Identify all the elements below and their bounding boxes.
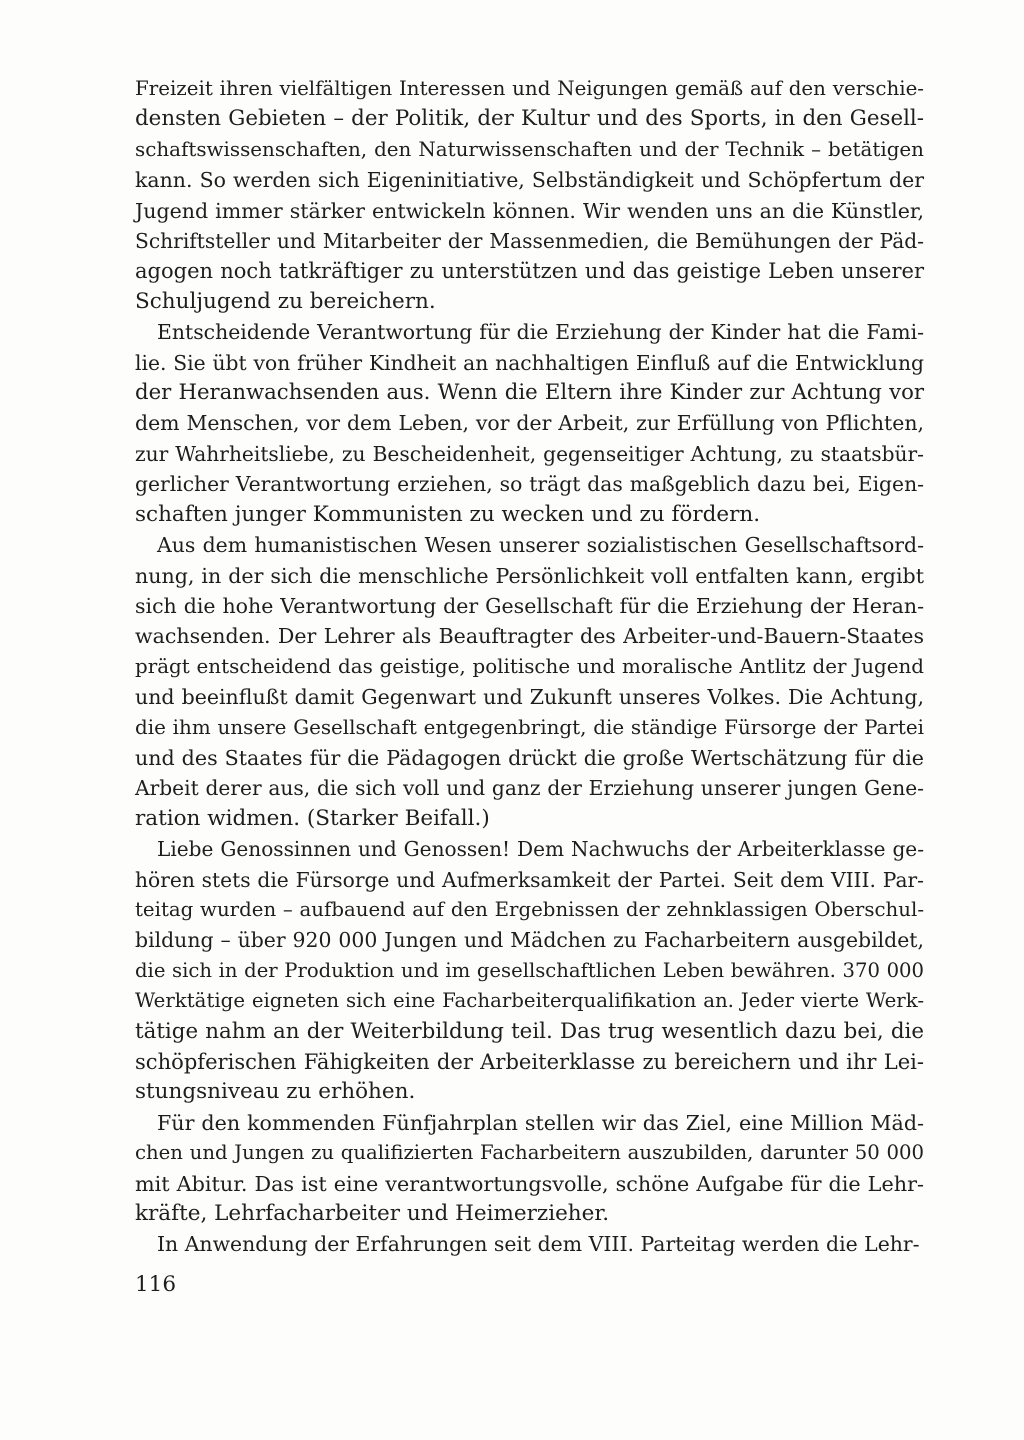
text-line: die sich in der Produktion und im gesellschaftlichen Leben bewähren. 370 000 xyxy=(135,958,924,982)
text-line: Arbeit derer aus, die sich voll und ganz der Erziehung unserer jungen Gene- xyxy=(135,776,924,801)
text-line: Werktätige eigneten sich eine Facharbeiterqualifikation an. Jeder vierte Werk- xyxy=(135,989,924,1013)
paragraph xyxy=(135,834,924,1108)
text-line: Freizeit ihren vielfältigen Interessen und Neigungen gemäß auf den verschie- xyxy=(135,77,924,100)
text-line: Entscheidende Verantwortung für die Erziehung der Kinder hat die Fami- xyxy=(157,320,924,345)
text-line: bildung – über 920 000 Jungen und Mädchen zu Facharbeitern ausgebildet, xyxy=(135,928,924,953)
text-line: hören stets die Fürsorge und Aufmerksamkeit der Partei. Seit dem VIII. Par- xyxy=(135,867,924,892)
text-line: die ihm unsere Gesellschaft entgegenbringt, die ständige Fürsorge der Partei xyxy=(135,715,924,739)
text-line: Schriftsteller und Mitarbeiter der Massenmedien, die Bemühungen der Päd- xyxy=(135,229,924,254)
text-line: In Anwendung der Erfahrungen seit dem VIII. Parteitag werden die Lehr- xyxy=(157,1232,920,1257)
text-line: schöpferischen Fähigkeiten der Arbeiterklasse zu bereichern und ihr Lei- xyxy=(135,1049,924,1074)
text-line: und des Staates für die Pädagogen drückt die große Wertschätzung für die xyxy=(135,745,924,770)
text-line: schaften junger Kommunisten zu wecken und zu fördern. xyxy=(135,501,761,527)
paragraph xyxy=(135,1108,924,1230)
text-line: Liebe Genossinnen und Genossen! Dem Nachwuchs der Arbeiterklasse ge- xyxy=(157,837,924,862)
text-line: nung, in der sich die menschliche Persönlichkeit voll entfalten kann, ergibt xyxy=(135,563,924,588)
text-line: Jugend immer stärker entwickeln können. Wir wenden uns an die Künstler, xyxy=(135,198,924,223)
paragraph xyxy=(135,317,924,530)
text-line: zur Wahrheitsliebe, zu Bescheidenheit, gegenseitiger Achtung, zu staatsbür- xyxy=(135,441,924,466)
text-line: wachsenden. Der Lehrer als Beauftragter des Arbeiter-und-Bauern-Staates xyxy=(135,624,924,649)
text-line: dem Menschen, vor dem Leben, vor der Arbeit, zur Erfüllung von Pflichten, xyxy=(135,411,924,436)
text-line: densten Gebieten – der Politik, der Kultur und des Sports, in den Gesell- xyxy=(135,106,924,132)
text-line: schaftswissenschaften, den Naturwissenschaften und der Technik – betätigen xyxy=(135,137,924,161)
text-line: Für den kommenden Fünfjahrplan stellen wir das Ziel, eine Million Mäd- xyxy=(157,1110,924,1135)
page-number: 116 xyxy=(135,1272,177,1297)
body-text xyxy=(135,74,924,1260)
text-line: ration widmen. (Starker Beifall.) xyxy=(135,805,490,831)
text-line: Aus dem humanistischen Wesen unserer sozialistischen Gesellschaftsord- xyxy=(157,533,924,558)
text-line: kräfte, Lehrfacharbeiter und Heimerzieher. xyxy=(135,1201,610,1227)
text-line: teitag wurden – aufbauend auf den Ergebnissen der zehnklassigen Oberschul- xyxy=(135,897,924,921)
text-line: chen und Jungen zu qualifizierten Facharbeitern auszubilden, darunter 50 000 xyxy=(135,1141,924,1165)
text-line: der Heranwachsenden aus. Wenn die Eltern ihre Kinder zur Achtung vor xyxy=(135,380,924,406)
text-line: tätige nahm an der Weiterbildung teil. Das trug wesentlich dazu bei, die xyxy=(135,1018,924,1044)
text-line: prägt entscheidend das geistige, politische und moralische Antlitz der Jugend xyxy=(135,654,924,678)
text-line: agogen noch tatkräftiger zu unterstützen und das geistige Leben unserer xyxy=(135,258,924,284)
text-line: stungsniveau zu erhöhen. xyxy=(135,1079,416,1105)
text-line: und beeinflußt damit Gegenwart und Zukunft unseres Volkes. Die Achtung, xyxy=(135,685,924,710)
text-line: gerlicher Verantwortung erziehen, so trägt das maßgeblich dazu bei, Eigen- xyxy=(135,472,924,497)
paragraph xyxy=(135,74,924,317)
paragraph xyxy=(135,1229,924,1259)
text-line: sich die hohe Verantwortung der Gesellschaft für die Erziehung der Heran- xyxy=(135,593,924,618)
text-line: Schuljugend zu bereichern. xyxy=(135,288,436,314)
text-line: lie. Sie übt von früher Kindheit an nachhaltigen Einfluß auf die Entwicklung xyxy=(135,350,924,375)
paragraph xyxy=(135,530,924,834)
text-line: kann. So werden sich Eigeninitiative, Selbständigkeit und Schöpfertum der xyxy=(135,168,924,193)
text-line: mit Abitur. Das ist eine verantwortungsvolle, schöne Aufgabe für die Lehr- xyxy=(135,1171,924,1196)
